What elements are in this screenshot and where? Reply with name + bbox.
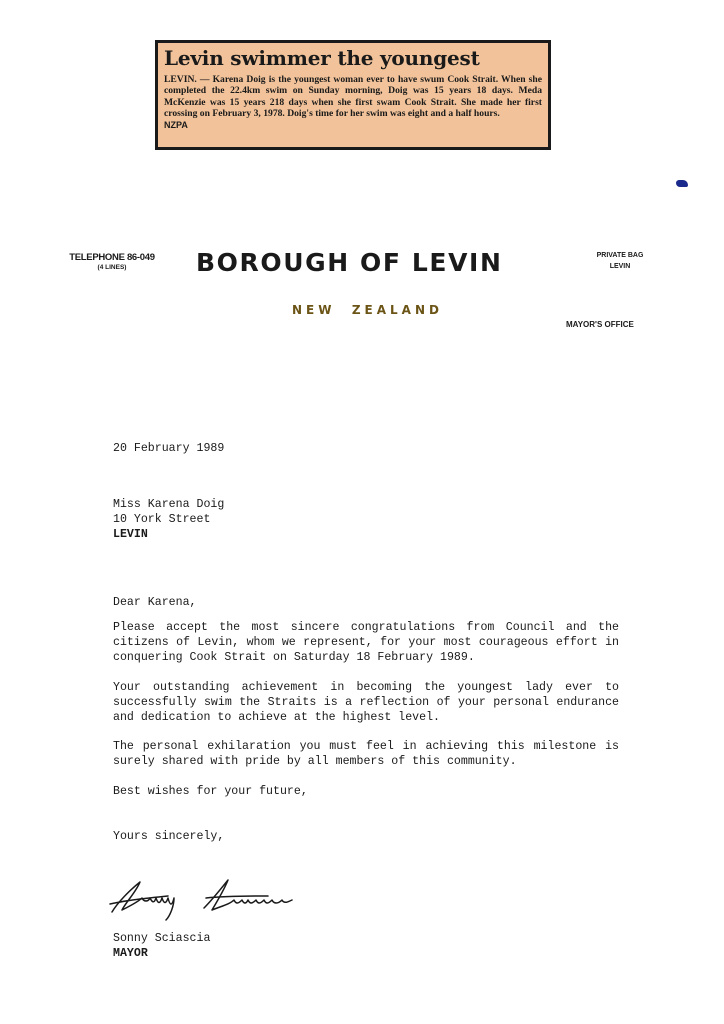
letter-date: 20 February 1989: [113, 442, 225, 455]
clipping-headline: Levin swimmer the youngest: [164, 46, 480, 70]
closing: Yours sincerely,: [113, 830, 225, 843]
private-bag: PRIVATE BAG: [596, 252, 644, 259]
salutation: Dear Karena,: [113, 596, 197, 609]
recipient-address: [113, 498, 224, 542]
signer-title: MAYOR: [113, 946, 148, 960]
recipient-street: 10 York Street: [113, 512, 211, 526]
telephone-number: TELEPHONE 86-049: [69, 252, 155, 263]
ink-mark: [676, 180, 688, 187]
recipient-name: Miss Karena Doig: [113, 498, 225, 511]
letterhead-office: MAYOR'S OFFICE: [566, 320, 634, 329]
letterhead-country: NEW ZEALAND: [292, 303, 443, 317]
letterhead-address: [585, 250, 655, 272]
telephone-lines: (4 LINES): [97, 264, 127, 271]
letterhead-telephone: [60, 252, 164, 271]
signer-block: [113, 932, 210, 962]
clipping-credit: NZPA: [164, 119, 188, 130]
private-bag-town: LEVIN: [609, 263, 631, 270]
signature: [108, 872, 308, 922]
paragraph-3: The personal exhilaration you must feel in achieving this milestone is surely shared with pride by all members of this community.: [113, 740, 619, 768]
paragraph-4: Best wishes for your future,: [113, 785, 308, 798]
newspaper-clipping: [155, 40, 551, 150]
signer-name: Sonny Sciascia: [113, 932, 211, 945]
clipping-body: LEVIN. — Karena Doig is the youngest woman ever to have swum Cook Strait. When she completed the 22.4km swim on Sunday morning, Doig was 15 years 18 days. Meda McKenzie was 15 years 218 days when she first swam Cook Strait. She made her first crossing on February 3, 1978. Doig's time for her swim was eight and a half hours.: [164, 74, 542, 120]
recipient-town: LEVIN: [113, 527, 148, 541]
letterhead-title: BOROUGH OF LEVIN: [196, 248, 503, 277]
paragraph-2: Your outstanding achievement in becoming the youngest lady ever to successfully swim the Straits is a reflection of your personal endurance and dedication to achieve at the highest level.: [113, 681, 619, 724]
paragraph-1: Please accept the most sincere congratulations from Council and the citizens of Levin, whom we represent, for your most courageous effort in conquering Cook Strait on Saturday 18 February 1989.: [113, 621, 619, 664]
